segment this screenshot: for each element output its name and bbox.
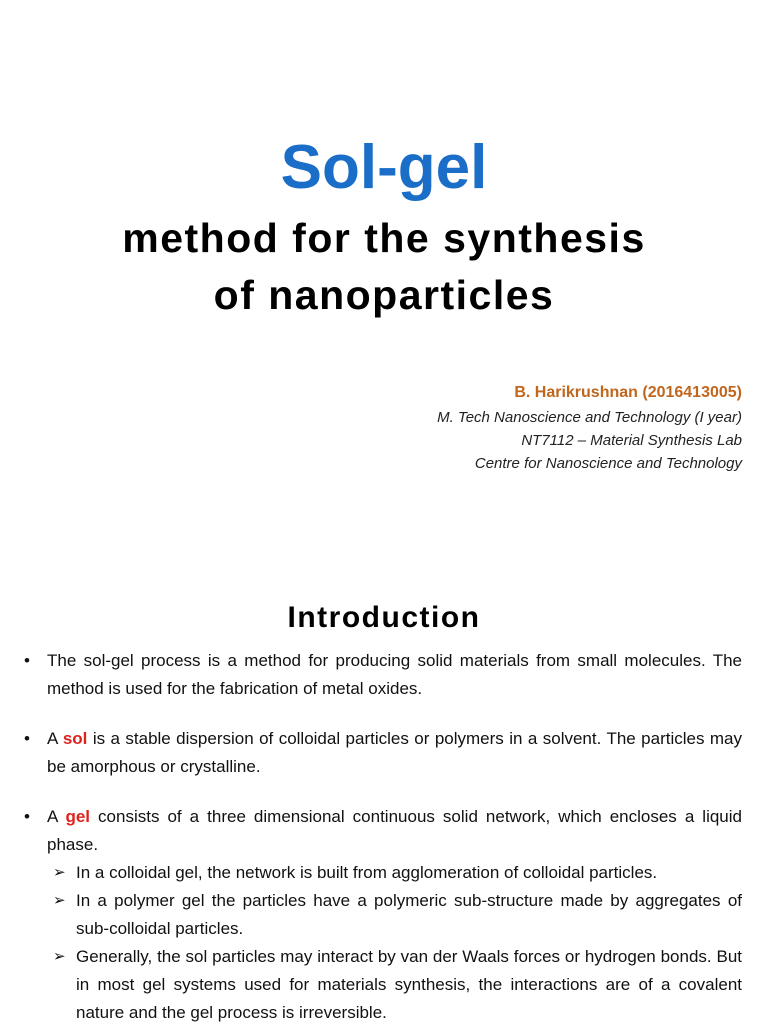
sub-bullet-colloidal-gel xyxy=(24,859,742,887)
bullet-icon: • xyxy=(24,729,30,748)
subtitle-line-2: of nanoparticles xyxy=(213,272,555,318)
author-block xyxy=(437,380,742,475)
arrow-bullet-icon: ➢ xyxy=(53,864,66,881)
sub-bullet-text: Generally, the sol particles may interact by van der Waals forces or hydrogen bonds. But in most gel systems used for materials synthesis, the interactions are of a covalent nature and the gel process is irreversible. xyxy=(76,947,742,1022)
bullet-prefix: A xyxy=(47,807,66,826)
sub-bullet-text: In a colloidal gel, the network is built from agglomeration of colloidal particles. xyxy=(76,863,658,882)
highlight-term-sol: sol xyxy=(62,729,88,748)
arrow-bullet-icon: ➢ xyxy=(53,948,66,965)
author-name: B. Harikrushnan (2016413005) xyxy=(514,384,742,401)
sub-bullet-interactions xyxy=(24,943,742,1027)
subtitle-line-1: method for the synthesis xyxy=(122,215,646,261)
bullet-prefix: A xyxy=(47,729,63,748)
slide-subtitle xyxy=(0,210,768,324)
bullet-list xyxy=(24,647,742,1027)
arrow-bullet-icon: ➢ xyxy=(53,892,66,909)
author-course: NT7112 – Material Synthesis Lab xyxy=(521,432,742,449)
intro-heading: Introduction xyxy=(287,601,481,634)
bullet-sol-definition xyxy=(24,725,742,781)
author-program: M. Tech Nanoscience and Technology (I year) xyxy=(437,409,742,426)
bullet-text: consists of a three dimensional continuous solid network, which encloses a liquid phase. xyxy=(47,807,742,854)
bullet-text: is a stable dispersion of colloidal particles or polymers in a solvent. The particles may be amorphous or crystalline. xyxy=(47,729,742,776)
bullet-icon: • xyxy=(24,807,30,826)
slide-title: Sol-gel xyxy=(280,133,488,202)
bullet-sol-gel-process xyxy=(24,647,742,703)
sub-bullet-text: In a polymer gel the particles have a polymeric sub-structure made by aggregates of sub-colloidal particles. xyxy=(76,891,742,938)
sub-bullet-polymer-gel xyxy=(24,887,742,943)
bullet-gel-definition xyxy=(24,803,742,859)
author-department: Centre for Nanoscience and Technology xyxy=(474,455,742,472)
bullet-text: The sol-gel process is a method for producing solid materials from small molecules. The method is used for the fabrication of metal oxides. xyxy=(47,651,742,698)
introduction-slide xyxy=(0,545,768,1024)
bullet-icon: • xyxy=(24,651,30,670)
highlight-term-gel: gel xyxy=(65,807,90,826)
